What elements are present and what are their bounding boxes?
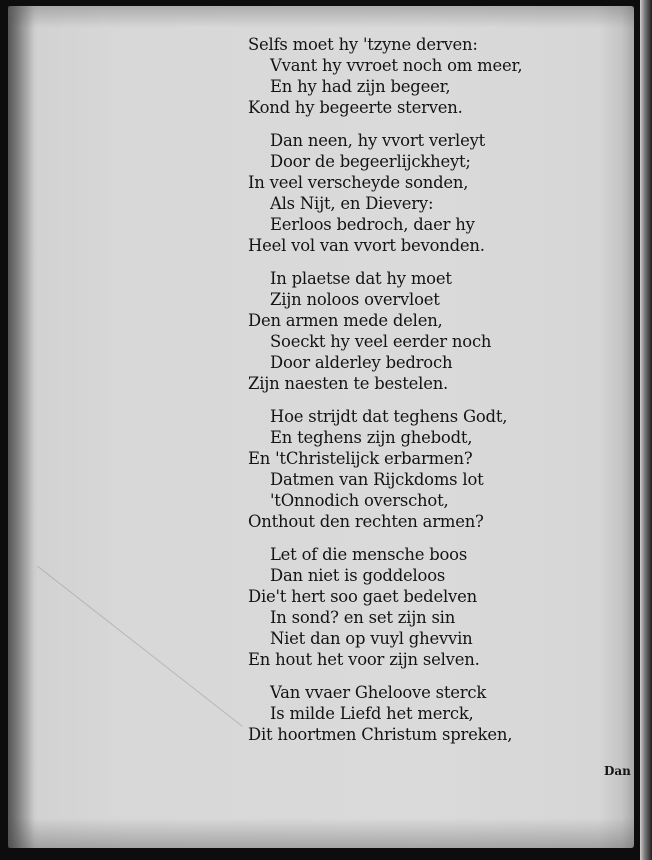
- verse-line: Door de begeerlijckheyt;: [270, 152, 471, 171]
- verse-line: In veel verscheyde sonden,: [248, 173, 469, 192]
- verse-line: Heel vol van vvort bevonden.: [248, 236, 485, 255]
- verse-line: Selfs moet hy 'tzyne derven:: [248, 35, 478, 54]
- verse-line: Let of die mensche boos: [270, 545, 468, 564]
- verse-line: Als Nijt, en Dievery:: [270, 194, 434, 213]
- poem-text: [248, 34, 548, 757]
- stanza: [248, 268, 548, 394]
- page-edge: [640, 0, 652, 860]
- stanza: [248, 544, 548, 670]
- verse-line: Zijn noloos overvloet: [270, 290, 440, 309]
- stanza: [248, 34, 548, 118]
- verse-line: Vvant hy vvroet noch om meer,: [270, 56, 523, 75]
- verse-line: Soeckt hy veel eerder noch: [270, 332, 492, 351]
- verse-line: Is milde Liefd het merck,: [270, 704, 474, 723]
- verse-line: En hy had zijn begeer,: [270, 77, 451, 96]
- page-bottom-shadow: [8, 818, 634, 848]
- verse-line: En teghens zijn ghebodt,: [270, 428, 473, 447]
- stanza: [248, 130, 548, 256]
- verse-line: 'tOnnodich overschot,: [270, 491, 449, 510]
- verse-line: Eerloos bedroch, daer hy: [270, 215, 475, 234]
- verse-line: Hoe strijdt dat teghens Godt,: [270, 407, 508, 426]
- verse-line: In plaetse dat hy moet: [270, 269, 452, 288]
- verse-line: Van vvaer Gheloove sterck: [270, 683, 487, 702]
- verse-line: Datmen van Rijckdoms lot: [270, 470, 484, 489]
- paper-crease: [37, 566, 242, 727]
- verse-line: Niet dan op vuyl ghevvin: [270, 629, 473, 648]
- verse-line: En hout het voor zijn selven.: [248, 650, 480, 669]
- verse-line: Zijn naesten te bestelen.: [248, 374, 449, 393]
- catchword: Dan: [604, 764, 631, 778]
- verse-line: Die't hert soo gaet bedelven: [248, 587, 477, 606]
- stanza: [248, 406, 548, 532]
- verse-line: Dit hoortmen Christum spreken,: [248, 725, 513, 744]
- verse-line: Onthout den rechten armen?: [248, 512, 484, 531]
- stanza: [248, 682, 548, 745]
- verse-line: Dan niet is goddeloos: [270, 566, 446, 585]
- verse-line: En 'tChristelijck erbarmen?: [248, 449, 473, 468]
- page-top-shadow: [8, 6, 634, 28]
- verse-line: In sond? en set zijn sin: [270, 608, 456, 627]
- verse-line: Door alderley bedroch: [270, 353, 453, 372]
- verse-line: Den armen mede delen,: [248, 311, 443, 330]
- verse-line: Kond hy begeerte sterven.: [248, 98, 463, 117]
- verse-line: Dan neen, hy vvort verleyt: [270, 131, 486, 150]
- binding-gutter-shadow: [8, 6, 34, 848]
